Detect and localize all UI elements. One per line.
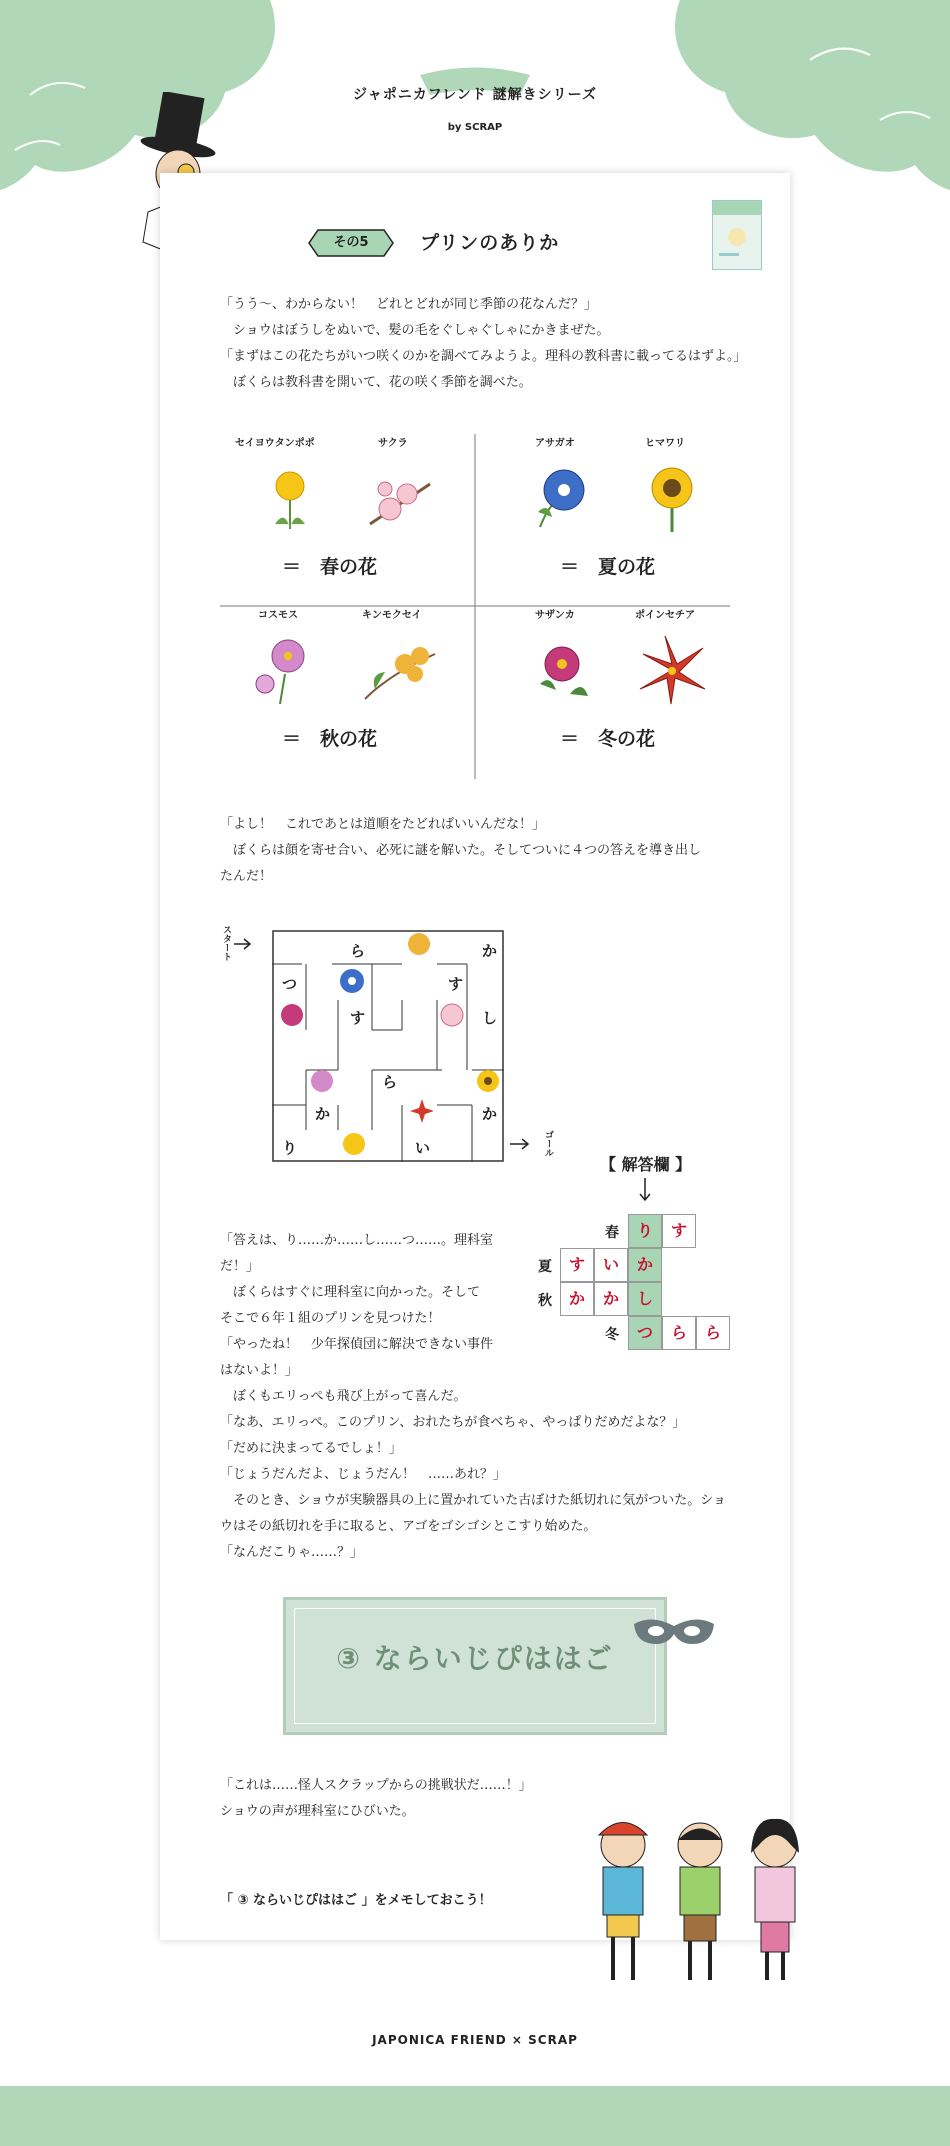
dandelion-icon: [260, 464, 320, 534]
cosmos-maze-icon: [308, 1067, 336, 1095]
footer-credit: JAPONICA FRIEND × SCRAP: [372, 2033, 578, 2047]
memo-text: 「 ③ ならいじぴははご 」をメモしておこう！: [220, 1893, 492, 1908]
maze: [220, 925, 580, 1165]
cipher-banner: [283, 1597, 667, 1735]
summer-cell: [475, 434, 730, 604]
maze-char: り: [282, 1139, 298, 1157]
morning-glory-maze-icon: [338, 967, 366, 995]
maze-char: か: [482, 1105, 498, 1123]
answer-cell: す: [662, 1214, 696, 1248]
autumn-cell: [220, 606, 475, 776]
footer-bar: [0, 2086, 950, 2146]
story-line: 「やったね！ 少年探偵団に解決できない事件: [220, 1337, 494, 1352]
story-line: そこで６年１組のプリンを見つけた！: [220, 1311, 441, 1326]
answer-cell: す: [560, 1248, 594, 1282]
sunflower-icon: [640, 462, 704, 534]
sakura-maze-icon: [438, 1001, 466, 1029]
end-line: ショウの声が理科室にひびいた。: [220, 1804, 415, 1819]
story-line: 「だめに決まってるでしょ！」: [220, 1441, 402, 1456]
maze-char: か: [482, 942, 498, 960]
maze-char: す: [448, 975, 464, 993]
answer-cell: ら: [696, 1316, 730, 1350]
intro-paragraph: [220, 292, 747, 396]
intro-line: 「うう〜、わからない！ どれとどれが同じ季節の花なんだ？」: [220, 297, 598, 312]
story-line: ウはその紙切れを手に取ると、アゴをゴシゴシとこすり始めた。: [220, 1519, 597, 1534]
end-line: 「これは……怪人スクラップからの挑戦状だ……！」: [220, 1778, 532, 1793]
story-line: 「なんだこりゃ……？」: [220, 1545, 364, 1560]
flower-name: アサガオ: [535, 438, 575, 449]
mid-line: たんだ！: [220, 869, 273, 884]
flower-name: ヒマワリ: [645, 438, 685, 449]
flower-name: サザンカ: [535, 610, 575, 621]
morning-glory-icon: [530, 462, 594, 534]
flower-season-grid: [220, 434, 730, 779]
flower-name: セイヨウタンポポ: [235, 438, 315, 449]
maze-char: ら: [350, 942, 366, 960]
sazanka-maze-icon: [278, 1001, 306, 1029]
down-arrow-icon: [638, 1178, 652, 1202]
maze-char: す: [350, 1009, 366, 1027]
by-scrap-label: by SCRAP: [447, 122, 503, 133]
answer-cell: し: [628, 1282, 662, 1316]
story-line: 「答えは、り……か……し……つ……。理科室: [220, 1233, 494, 1248]
season-result: ＝ 夏の花: [560, 556, 656, 578]
intro-line: 「まずはこの花たちがいつ咲くのかを調べてみようよ。理科の教科書に載ってるはずよ。」: [220, 349, 747, 364]
story-line: ぼくらはすぐに理科室に向かった。そして: [220, 1285, 481, 1300]
flower-name: サクラ: [378, 438, 408, 449]
season-label: 夏: [538, 1259, 552, 1275]
maze-goal-label: ゴール: [543, 1130, 553, 1157]
spring-cell: [220, 434, 475, 604]
story-line: そのとき、ショウが実験器具の上に置かれていた古ぼけた紙切れに気がついた。ショ: [220, 1493, 726, 1508]
kinmokusei-icon: [360, 634, 440, 706]
cipher-text: ③ ならいじぴははご: [336, 1642, 614, 1675]
answer-cell: い: [594, 1248, 628, 1282]
maze-char: か: [315, 1105, 331, 1123]
intro-line: ショウはぼうしをぬいで、髪の毛をぐしゃぐしゃにかきまぜた。: [220, 323, 610, 338]
mid-line: ぼくらは顔を寄せ合い、必死に謎を解いた。そしてついに４つの答えを導き出し: [220, 843, 702, 858]
goal-arrow-icon: [510, 1137, 532, 1151]
maze-walls: [272, 930, 504, 1162]
mask-icon: [632, 1614, 716, 1650]
answer-cell: り: [628, 1214, 662, 1248]
answer-cell: か: [628, 1248, 662, 1282]
story-paragraph: [220, 1228, 740, 1566]
maze-char: ら: [382, 1073, 398, 1091]
flower-name: ポインセチア: [635, 610, 695, 621]
maze-char: つ: [282, 975, 298, 993]
season-label: 秋: [538, 1293, 552, 1309]
answer-cell: か: [594, 1282, 628, 1316]
sakura-icon: [365, 464, 435, 534]
dandelion-maze-icon: [340, 1130, 368, 1158]
answer-cell: か: [560, 1282, 594, 1316]
chapter-number: その5: [333, 235, 369, 250]
start-arrow-icon: [234, 937, 254, 951]
intro-line: ぼくらは教科書を開いて、花の咲く季節を調べた。: [220, 375, 532, 390]
flower-name: コスモス: [258, 610, 298, 621]
story-line: 「じょうだんだよ、じょうだん！ ……あれ？」: [220, 1467, 507, 1482]
answer-cell: つ: [628, 1316, 662, 1350]
poinsettia-icon: [635, 634, 709, 706]
season-result: ＝ 秋の花: [282, 728, 378, 750]
kids-illustration: [585, 1805, 815, 1995]
flower-name: キンモクセイ: [362, 610, 422, 621]
season-label: 冬: [605, 1327, 619, 1343]
season-result: ＝ 春の花: [282, 556, 378, 578]
story-line: 「なあ、エリっぺ。このプリン、おれたちが食べちゃ、やっぱりだめだよな？」: [220, 1415, 686, 1430]
maze-char: い: [415, 1139, 431, 1157]
kinmokusei-maze-icon: [405, 930, 433, 958]
answer-cell: ら: [662, 1316, 696, 1350]
poinsettia-maze-icon: [408, 1097, 436, 1125]
season-label: 春: [605, 1225, 619, 1241]
season-result: ＝ 冬の花: [560, 728, 656, 750]
story-line: ぼくもエリっぺも飛び上がって喜んだ。: [220, 1389, 467, 1404]
mid-line: 「よし！ これであとは道順をたどればいいんだな！」: [220, 817, 546, 832]
sazanka-icon: [530, 634, 594, 706]
winter-cell: [475, 606, 730, 776]
maze-start-label: スタート: [221, 925, 231, 961]
cosmos-icon: [250, 634, 320, 706]
textbook-icon: [712, 200, 762, 270]
chapter-title: プリンのありか: [420, 232, 560, 254]
story-line: はないよ！」: [220, 1363, 299, 1378]
mid-paragraph: [220, 812, 740, 890]
answer-title: 【 解答欄 】: [600, 1155, 692, 1174]
series-title: ジャポニカフレンド 謎解きシリーズ: [353, 87, 597, 103]
sunflower-maze-icon: [474, 1067, 502, 1095]
maze-char: し: [482, 1009, 498, 1027]
story-line: だ！」: [220, 1259, 260, 1274]
